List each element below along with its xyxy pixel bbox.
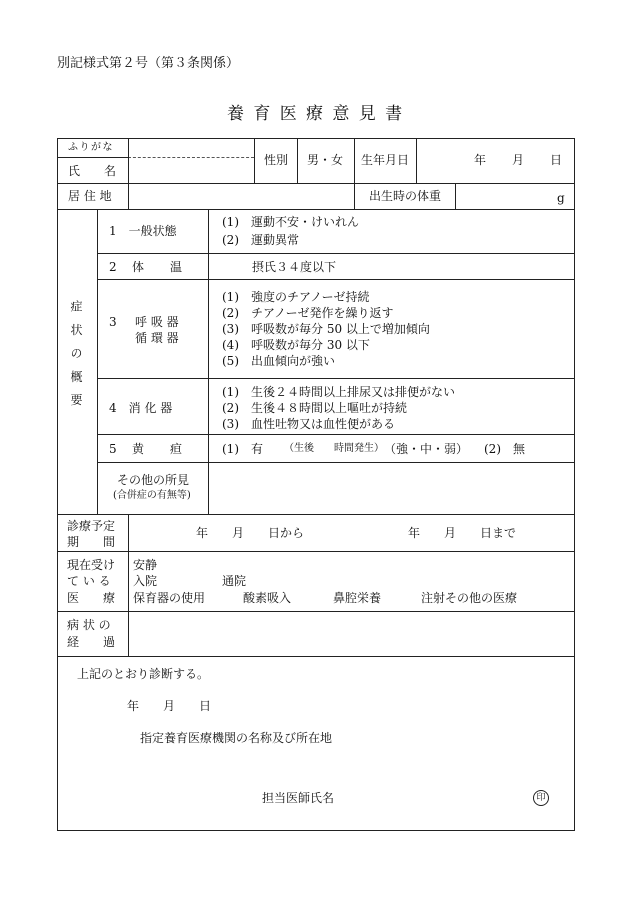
col-divider: [254, 138, 255, 183]
row-divider: [97, 253, 575, 254]
other-findings-sublabel: (合併症の有無等): [113, 490, 191, 501]
birth-day-unit: 日: [550, 153, 563, 167]
other-findings-field[interactable]: [209, 463, 575, 514]
birth-weight-label: 出生時の体重: [369, 189, 442, 203]
birth-month-unit: 月: [512, 153, 525, 167]
care-option-injection-other[interactable]: 注射その他の医療: [421, 591, 518, 605]
col-divider: [455, 183, 456, 209]
row-divider: [57, 551, 575, 552]
respiratory-item[interactable]: (3) 呼吸数が毎分 50 以上で増加傾向: [222, 322, 430, 336]
care-option-rest[interactable]: 安静: [133, 558, 158, 572]
sex-label: 性別: [264, 153, 289, 167]
temperature-num: 2: [109, 260, 117, 274]
general-item[interactable]: (2) 運動異常: [222, 233, 299, 247]
name-field[interactable]: [128, 158, 254, 183]
current-care-label-2: て い る: [67, 574, 111, 588]
furigana-label: ふりがな: [68, 142, 114, 153]
row-divider: [57, 514, 575, 515]
row-divider: [97, 279, 575, 280]
col-divider: [354, 183, 355, 209]
digestive-item[interactable]: (1) 生後２４時間以上排尿又は排便がない: [222, 385, 455, 399]
institution-label: 指定養育医療機関の名称及び所在地: [140, 731, 333, 745]
respiratory-item[interactable]: (1) 強度のチアノーゼ持続: [222, 290, 370, 304]
care-option-oxygen[interactable]: 酸素吸入: [243, 591, 292, 605]
treatment-to[interactable]: 年 月 日まで: [408, 526, 517, 540]
general-state-label: 1 一般状態: [109, 224, 177, 238]
col-divider: [97, 209, 98, 514]
temperature-value[interactable]: 摂氏３４度以下: [252, 260, 337, 274]
jaundice-option-yes[interactable]: (1) 有: [222, 442, 263, 456]
current-care-label: 現在受け: [67, 558, 116, 572]
symptoms-section-label: 症状の概要: [69, 300, 83, 417]
digestive-item[interactable]: (2) 生後４８時間以上嘔吐が持続: [222, 401, 407, 415]
progress-label-2: 経 過: [67, 635, 116, 649]
temperature-label-a: 体: [132, 260, 145, 274]
care-option-outpatient[interactable]: 通院: [222, 574, 247, 588]
furigana-label-divider: [57, 157, 128, 158]
seal-mark: 印: [533, 790, 549, 806]
diagnosis-date[interactable]: 年 月 日: [127, 699, 212, 713]
jaundice-label-b: 疸: [170, 442, 183, 456]
digestive-item[interactable]: (3) 血性吐物又は血性便がある: [222, 417, 395, 431]
circulatory-label: 循 環 器: [135, 331, 179, 345]
progress-label: 病 状 の: [67, 618, 111, 632]
col-divider: [354, 138, 355, 183]
respiratory-item[interactable]: (5) 出血傾向が強い: [222, 354, 335, 368]
form-number: 別記様式第２号（第３条関係）: [57, 56, 240, 71]
col-divider: [416, 138, 417, 183]
jaundice-label-a: 黄: [132, 442, 145, 456]
care-option-hospitalization[interactable]: 入院: [133, 574, 158, 588]
treatment-from[interactable]: 年 月 日から: [196, 526, 305, 540]
diagnosis-statement: 上記のとおり診断する。: [77, 667, 210, 681]
respiratory-item[interactable]: (4) 呼吸数が毎分 30 以下: [222, 338, 370, 352]
respiratory-label: 呼 吸 器: [135, 315, 179, 329]
jaundice-severity[interactable]: （強・中・弱）: [384, 442, 469, 456]
temperature-label-b: 温: [170, 260, 183, 274]
jaundice-option-no[interactable]: (2) 無: [484, 442, 525, 456]
name-label: 氏 名: [68, 164, 117, 178]
care-option-incubator[interactable]: 保育器の使用: [133, 591, 206, 605]
row-divider: [57, 209, 575, 210]
respiratory-num: 3: [109, 315, 117, 329]
progress-field[interactable]: [129, 612, 575, 656]
row-divider: [97, 434, 575, 435]
birth-year-unit: 年: [474, 153, 487, 167]
respiratory-item[interactable]: (2) チアノーゼ発作を繰り返す: [222, 306, 394, 320]
page-title: 養育医療意見書: [227, 104, 412, 124]
address-field[interactable]: [128, 184, 354, 209]
doctor-name-label: 担当医師氏名: [262, 791, 335, 805]
current-care-label-3: 医 療: [67, 591, 116, 605]
furigana-field[interactable]: [128, 141, 254, 157]
treatment-period-label: 診療予定: [67, 519, 116, 533]
birthdate-label: 生年月日: [361, 153, 410, 167]
jaundice-onset-detail[interactable]: （生後 時間発生）: [284, 443, 384, 454]
address-label: 居 住 地: [68, 189, 112, 203]
col-divider: [297, 138, 298, 183]
sex-options[interactable]: 男・女: [307, 153, 344, 167]
other-findings-label: その他の所見: [117, 473, 190, 487]
weight-unit: g: [557, 191, 565, 205]
row-divider: [97, 378, 575, 379]
general-item[interactable]: (1) 運動不安・けいれん: [222, 215, 359, 229]
care-option-nasal-feeding[interactable]: 鼻腔栄養: [333, 591, 382, 605]
treatment-period-label-2: 期 間: [67, 535, 116, 549]
digestive-label: 4 消 化 器: [109, 401, 173, 415]
row-divider: [57, 656, 575, 657]
jaundice-num: 5: [109, 442, 117, 456]
